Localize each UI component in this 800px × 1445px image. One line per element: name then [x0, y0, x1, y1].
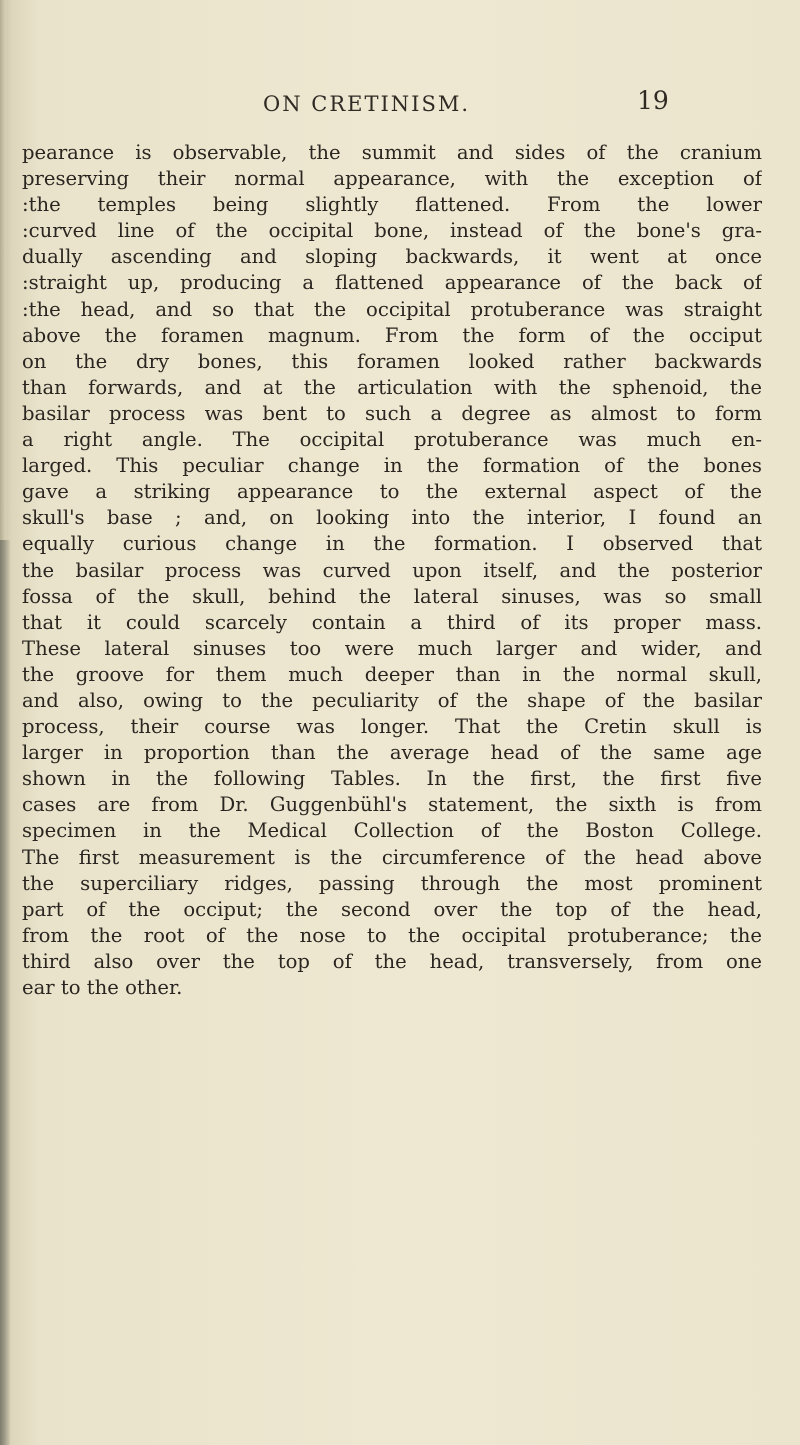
text-line: pearance is observable, the summit and sides of the cranium [22, 141, 762, 164]
text-line: process, their course was longer. That the Cretin skull is [22, 715, 762, 739]
text-line: the groove for them much deeper than in the normal skull, [22, 662, 762, 686]
running-title: ON CRETINISM. [263, 92, 471, 116]
text-line: that it could scarcely contain a third of its proper mass. [22, 610, 762, 634]
text-line: part of the occiput; the second over the top of the head, [22, 897, 762, 921]
text-line: ear to the other. [22, 976, 183, 999]
text-line: and also, owing to the peculiarity of the shape of the basilar [22, 688, 762, 712]
text-line: the basilar process was curved upon itself, and the posterior [22, 558, 762, 582]
text-line: shown in the following Tables. In the first, the first five [22, 767, 762, 791]
text-line: specimen in the Medical Collection of the Boston College. [22, 819, 762, 843]
text-line: larger in proportion than the average head of the same age [22, 741, 762, 765]
binding-shadow [0, 540, 10, 1445]
text-line: dually ascending and sloping backwards, it went at once [22, 245, 762, 269]
text-line: These lateral sinuses too were much larger and wider, and [22, 636, 762, 660]
text-line: skull's base ; and, on looking into the interior, I found an [22, 506, 762, 530]
text-line: than forwards, and at the articulation with the sphenoid, the [22, 375, 762, 399]
text-line: the superciliary ridges, passing through the most prominent [22, 871, 762, 895]
text-line: :the temples being slightly flattened. From the lower [22, 193, 762, 217]
text-line: a right angle. The occipital protuberance was much en- [22, 428, 762, 452]
text-line: from the root of the nose to the occipital protuberance; the [22, 923, 762, 947]
text-line: The first measurement is the circumference of the head above [22, 845, 762, 869]
text-line: preserving their normal appearance, with the exception of [22, 167, 762, 191]
text-line: on the dry bones, this foramen looked rather backwards [22, 349, 762, 373]
text-line: basilar process was bent to such a degree as almost to form [22, 401, 762, 425]
text-line: :straight up, producing a flattened appearance of the back of [22, 271, 762, 295]
binding-shadow-top [0, 0, 6, 540]
text-line: gave a striking appearance to the external aspect of the [22, 480, 762, 504]
text-line: larged. This peculiar change in the formation of the bones [22, 454, 762, 478]
page-number: 19 [637, 86, 669, 115]
body-paragraph [22, 140, 762, 1001]
text-line: cases are from Dr. Guggenbühl's statement, the sixth is from [22, 793, 762, 817]
text-line: above the foramen magnum. From the form of the occiput [22, 323, 762, 347]
text-line: :the head, and so that the occipital protuberance was straight [22, 297, 762, 321]
text-line: :curved line of the occipital bone, instead of the bone's gra- [22, 219, 762, 243]
text-line: equally curious change in the formation. I observed that [22, 532, 762, 556]
text-line: fossa of the skull, behind the lateral sinuses, was so small [22, 584, 762, 608]
text-line: third also over the top of the head, transversely, from one [22, 949, 762, 973]
